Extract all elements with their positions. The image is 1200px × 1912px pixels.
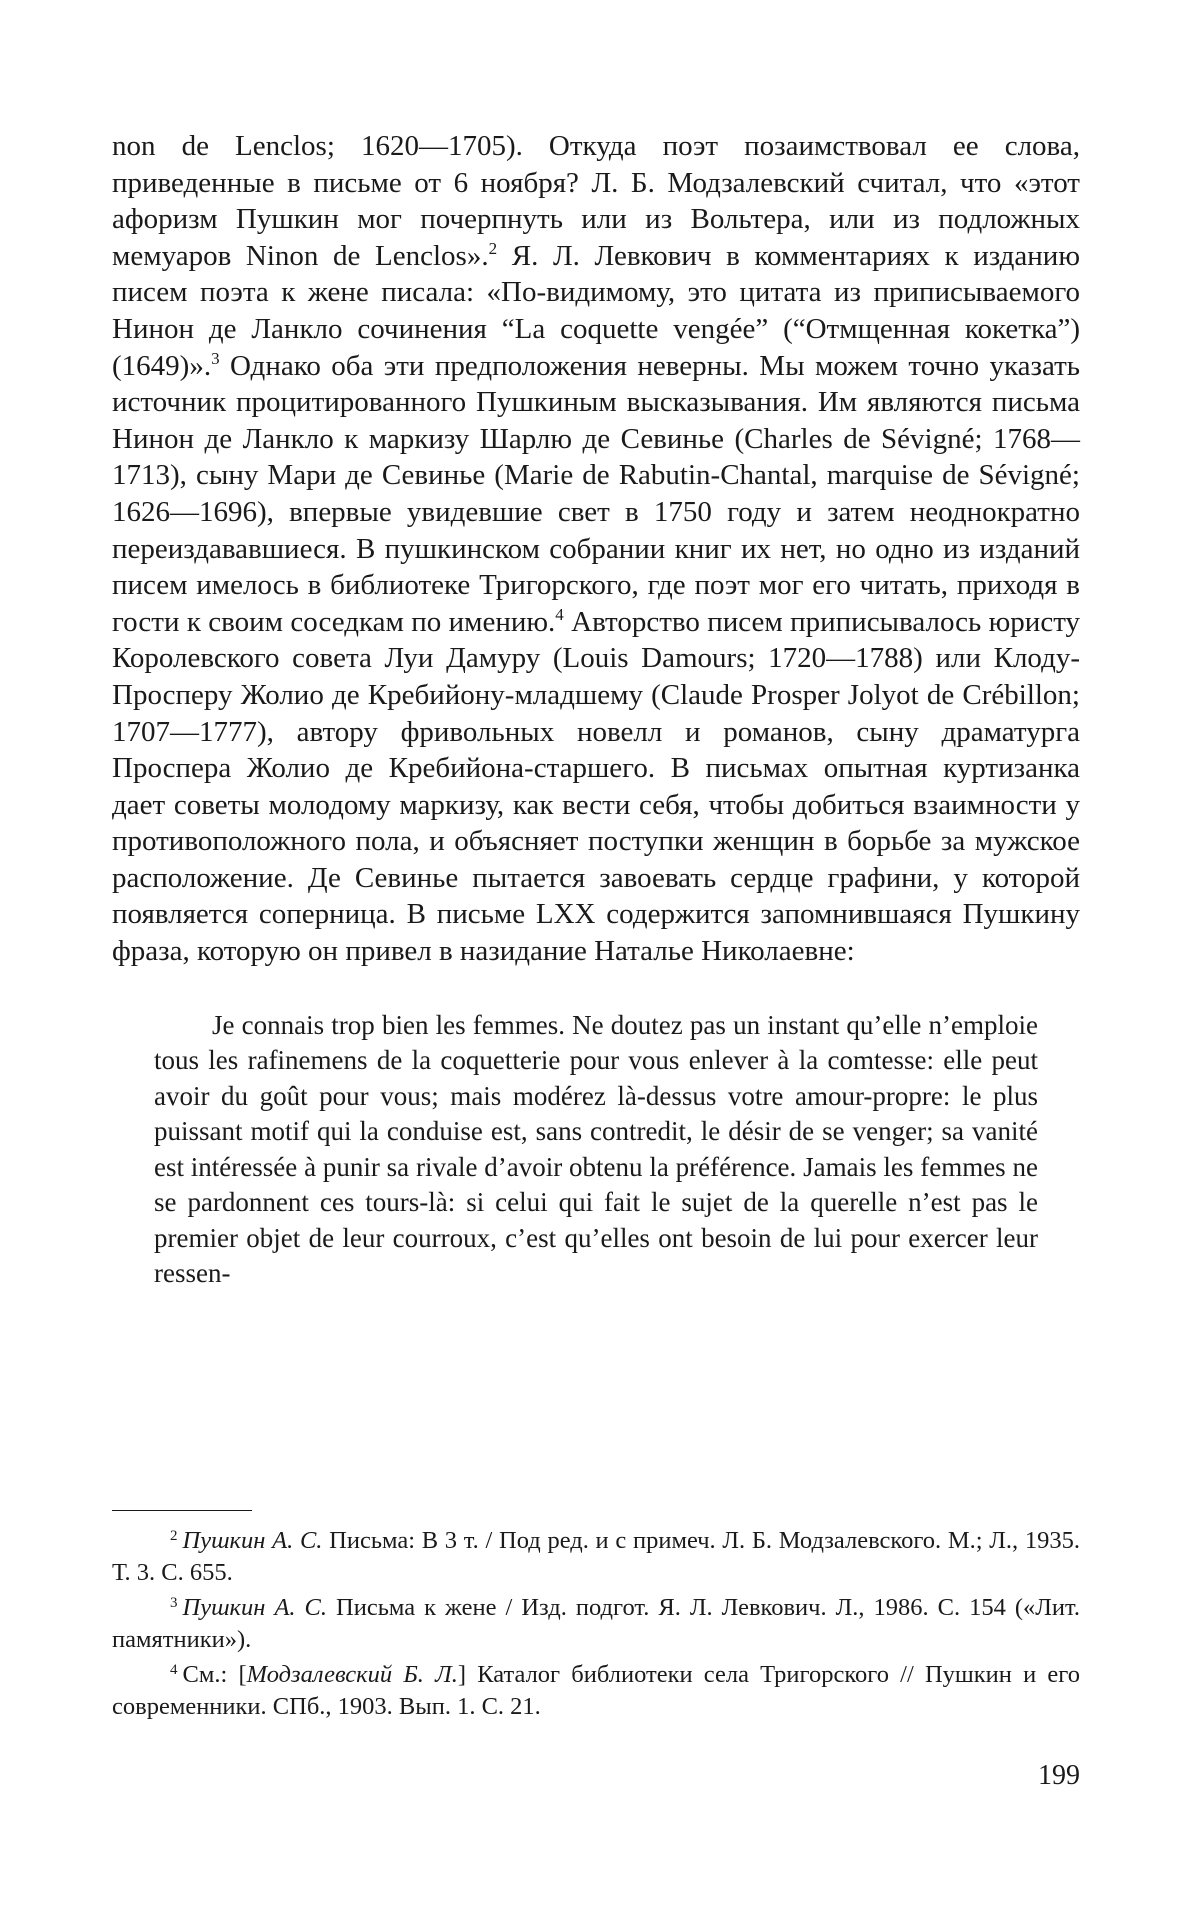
footnote-2 (112, 1521, 1080, 1588)
footnote-4 (112, 1655, 1080, 1722)
footnote-ref-3[interactable]: 3 (211, 348, 220, 368)
footnote-author: Модзалевский Б. Л. (246, 1661, 458, 1688)
footnote-text: Письма: В 3 т. / Под ред. и с примеч. Л. Б. Модзалевского. М.; Л., 1935. Т. 3. С. 655. (112, 1527, 1081, 1586)
footnote-author: Пушкин А. С. (182, 1594, 328, 1621)
footnote-text: Письма к жене / Изд. подгот. Я. Л. Левкович. Л., 1986. С. 154 («Лит. памятники»). (112, 1594, 1081, 1653)
page-number: 199 (1038, 1760, 1080, 1791)
block-quote: Je connais trop bien les femmes. Ne doutez pas un instant qu’elle n’emploie tous les rafinemens de la coquetterie pour vous enlever à la comtesse: elle peut avoir du goût pour vous; mais modérez là-dessus votre amour-propre: le plus puissant motif qui la conduise est, sans contredit, le désir de se venger; sa vanité est intéressée à punir sa rivale d’avoir obtenu la préférence. Jamais les femmes ne se pardonnent ces tours-là: si celui qui fait le sujet de la querelle n’est pas le premier objet de leur courroux, c’est qu’elles ont besoin de lui pour exercer leur ressen- (154, 1009, 1038, 1289)
main-paragraph (112, 128, 1080, 970)
footnote-3 (112, 1588, 1080, 1655)
footnote-text: ] Каталог библиотеки села Тригорского // Пушкин и его современники. СПб., 1903. Вып. 1. С. 21. (112, 1661, 1080, 1720)
footnote-number: 2 (170, 1528, 178, 1544)
footnote-divider (112, 1510, 252, 1511)
footnote-prefix: См.: [ (182, 1661, 247, 1688)
footnote-author: Пушкин А. С. (182, 1527, 323, 1554)
footnotes (112, 1510, 1080, 1722)
footnote-number: 4 (170, 1662, 178, 1678)
footnote-ref-2[interactable]: 2 (488, 238, 498, 258)
paragraph-text: non de Lenclos; 1620—1705). Откуда поэт позаимствовал ее слова, приведенные в письме от 6 ноября? Л. Б. Модзалевский считал, что «этот афоризм Пушкин мог почерпнуть или из Вольтера, или из подложных мемуаров Ninon de Lenclos». (112, 130, 1080, 272)
footnote-number: 3 (170, 1595, 178, 1611)
page-content (112, 128, 1080, 1292)
footnote-ref-4[interactable]: 4 (555, 604, 564, 624)
paragraph-text: Я. Л. Левкович в комментариях к изданию писем поэта к жене писала: «По-видимому, это цитата из приписываемого Нинон де Ланкло сочинения “La coquette vengée” (“Отмщенная кокетка”) (1649)». (112, 239, 1080, 382)
paragraph-text: Авторство писем приписывалось юристу Королевского совета Луи Дамуру (Louis Damours; 1720—1788) или Клоду-Просперу Жолио де Кребийону-младшему (Claude Prosper Jolyot de Crébillon; 1707—1777), автору фривольных новелл и романов, сыну драматурга Проспера Жолио де Кребийона-старшего. В письмах опытная куртизанка дает советы молодому маркизу, как вести себя, чтобы добиться взаимности у противоположного пола, и объясняет поступки женщин в борьбе за мужское расположение. Де Севинье пытается завоевать сердце графини, у которой появляется соперница. В письме LXX содержится запомнившаяся Пушкину фраза, которую он привел в назидание Наталье Николаевне: (112, 605, 1080, 968)
paragraph-text: Однако оба эти предположения неверны. Мы можем точно указать источник процитированного Пушкиным высказывания. Им являются письма Нинон де Ланкло к маркизу Шарлю де Севинье (Charles de Sévigné; 1768—1713), сыну Мари де Севинье (Marie de Rabutin-Chantal, marquise de Sévigné; 1626—1696), впервые увидевшие свет в 1750 году и затем неоднократно переиздававшиеся. В пушкинском собрании книг их нет, но одно из изданий писем имелось в библиотеке Тригорского, где поэт мог его читать, приходя в гости к своим соседкам по имению. (112, 349, 1080, 638)
